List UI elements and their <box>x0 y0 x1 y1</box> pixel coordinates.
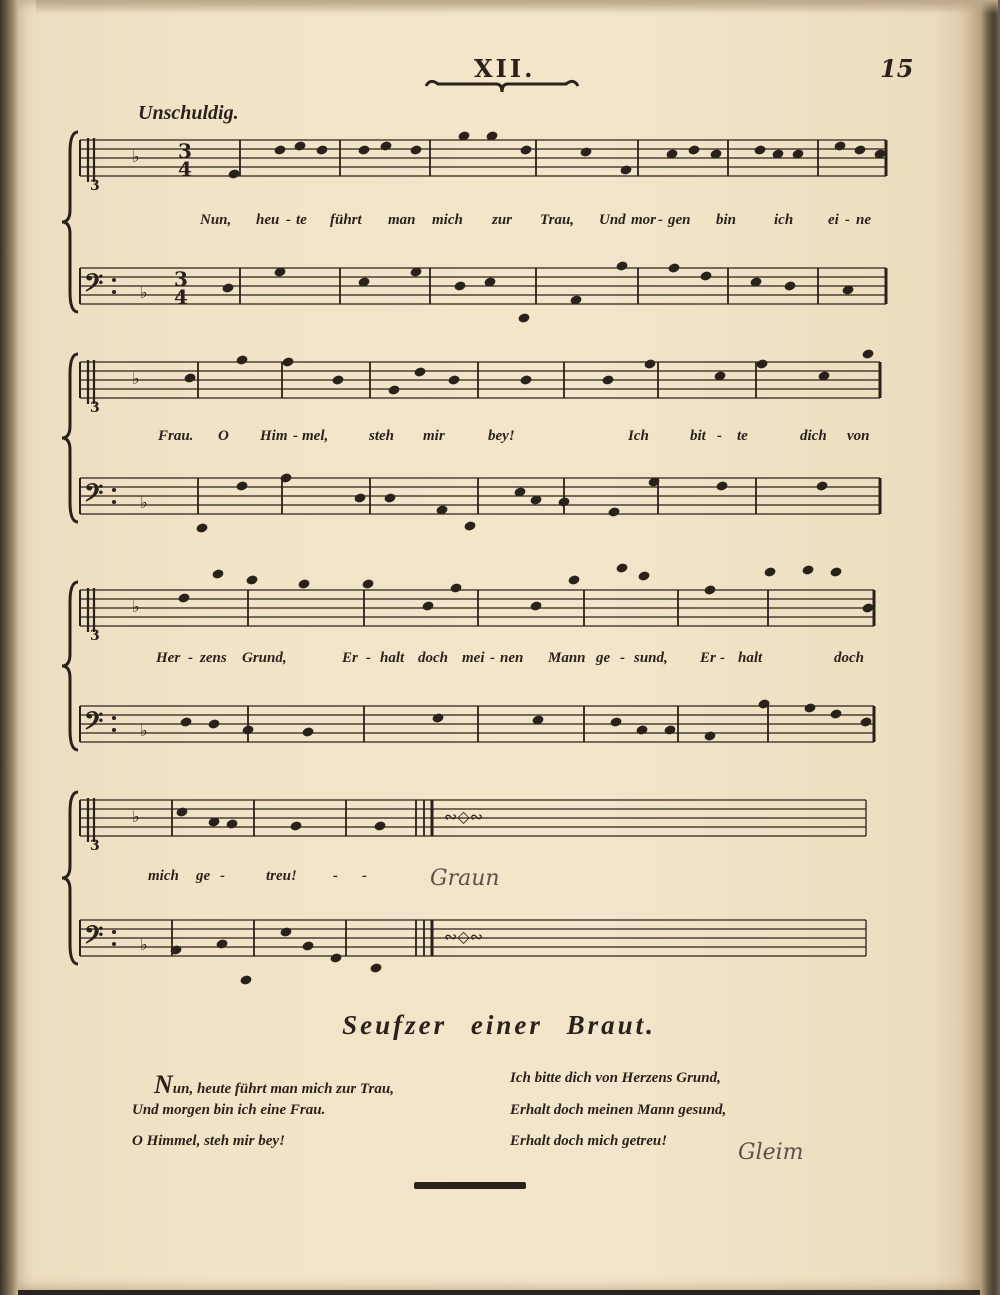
note-head <box>783 280 796 291</box>
lyric-syllable: Mann <box>548 650 586 666</box>
note-head <box>529 600 542 611</box>
note-head <box>579 146 592 157</box>
brace <box>62 354 78 522</box>
note-head <box>373 820 386 831</box>
note-head <box>609 716 622 727</box>
lyric-syllable: - <box>490 650 495 666</box>
clef-dot <box>112 716 116 720</box>
clef-dot <box>112 290 116 294</box>
note-head <box>315 144 328 155</box>
lyric-syllable: mei <box>462 650 485 666</box>
page-number: 15 <box>880 54 914 83</box>
note-head <box>361 578 374 589</box>
note-head <box>413 366 426 377</box>
lyric-syllable: ge <box>596 650 611 666</box>
note-head <box>449 582 462 593</box>
lyric-syllable: ich <box>774 212 794 228</box>
lyric-syllable: - <box>286 212 291 228</box>
poem-right-line-3: Erhalt doch mich getreu! <box>510 1133 668 1149</box>
note-head <box>619 164 632 175</box>
note-head <box>699 270 712 281</box>
lyric-syllable: ei <box>828 212 839 228</box>
lyric-syllable: O <box>218 428 229 444</box>
note-head <box>715 480 728 491</box>
lyric-syllable: doch <box>418 650 448 666</box>
lyric-syllable: Er <box>342 650 358 666</box>
note-head <box>833 140 846 151</box>
note-head <box>815 480 828 491</box>
music-page <box>18 0 980 1290</box>
note-head <box>859 716 872 727</box>
lyric-syllable: - <box>720 650 725 666</box>
time-signature: 3 <box>174 267 188 291</box>
note-head <box>409 144 422 155</box>
section-ornament: ∾◇∾ <box>444 927 484 946</box>
note-head <box>227 168 240 179</box>
lyric-syllable: heu <box>256 212 280 228</box>
lyric-syllable: Trau, <box>540 212 575 228</box>
bass-clef: 𝄢 <box>84 707 104 742</box>
lyric-syllable: bin <box>716 212 737 228</box>
lyric-syllable: ge <box>196 868 211 884</box>
note-head <box>379 140 392 151</box>
time-signature: 4 <box>174 285 188 309</box>
note-head <box>289 820 302 831</box>
lyric-syllable: ne <box>856 212 871 228</box>
note-head <box>175 806 188 817</box>
lyric-syllable: sund, <box>634 650 668 666</box>
key-flat: ♭ <box>132 147 140 166</box>
lyric-syllable: zens <box>200 650 227 666</box>
clef-dot <box>112 488 116 492</box>
note-head <box>853 144 866 155</box>
note-head <box>763 566 776 577</box>
lyric-syllable: te <box>737 428 748 444</box>
lyric-syllable: mich <box>148 868 179 884</box>
brace <box>62 582 78 750</box>
note-head <box>369 962 382 973</box>
note-head <box>293 140 306 151</box>
lyric-syllable: - <box>220 868 225 884</box>
lyric-syllable: te <box>296 212 307 228</box>
section-number: XII. <box>474 54 536 83</box>
note-head <box>273 144 286 155</box>
note-head <box>829 708 842 719</box>
time-signature: 4 <box>178 157 192 181</box>
note-head <box>601 374 614 385</box>
note-head <box>301 940 314 951</box>
note-head <box>215 938 228 949</box>
bass-clef: 𝄢 <box>84 921 104 956</box>
note-head <box>357 144 370 155</box>
clef-dot <box>112 278 116 282</box>
lyric-syllable: mich <box>432 212 463 228</box>
note-head <box>235 354 248 365</box>
note-head <box>463 520 476 531</box>
note-head <box>211 568 224 579</box>
clef-dot <box>112 500 116 504</box>
note-head <box>637 570 650 581</box>
lyric-syllable: zur <box>492 212 513 228</box>
clef-label: 3 <box>90 400 100 416</box>
poem-dropcap: N <box>154 1070 173 1099</box>
book-gutter-left <box>0 0 18 1295</box>
lyric-syllable: - <box>293 428 298 444</box>
note-head <box>383 492 396 503</box>
lyric-syllable: Grund, <box>242 650 287 666</box>
note-head <box>861 348 874 359</box>
lyric-syllable: Her <box>156 650 181 666</box>
note-head <box>221 282 234 293</box>
note-head <box>239 974 252 985</box>
poem-title: Seufzer einer Braut. <box>342 1010 656 1040</box>
lyric-syllable: Him <box>260 428 288 444</box>
clef-dot <box>112 728 116 732</box>
clef-dot <box>112 930 116 934</box>
note-head <box>615 562 628 573</box>
note-head <box>635 724 648 735</box>
key-flat: ♭ <box>140 493 148 512</box>
section-ornament: ∾◇∾ <box>444 807 484 826</box>
note-head <box>331 374 344 385</box>
note-head <box>279 926 292 937</box>
note-head <box>687 144 700 155</box>
note-head <box>195 522 208 533</box>
lyric-syllable: - <box>845 212 850 228</box>
lyric-syllable: Und <box>599 212 626 228</box>
lyric-syllable: halt <box>738 650 763 666</box>
poem-left-line-2: Und morgen bin ich eine Frau. <box>132 1102 326 1118</box>
lyric-syllable: - <box>188 650 193 666</box>
time-signature: 3 <box>178 139 192 163</box>
note-head <box>225 818 238 829</box>
note-head <box>803 702 816 713</box>
note-head <box>297 578 310 589</box>
note-head <box>453 280 466 291</box>
lyric-syllable: - <box>333 868 338 884</box>
lyric-syllable: mel, <box>302 428 329 444</box>
note-head <box>431 712 444 723</box>
note-head <box>829 566 842 577</box>
lyric-syllable: mor <box>631 212 657 228</box>
clef-dot <box>112 942 116 946</box>
note-head <box>557 496 570 507</box>
lyric-syllable: Nun, <box>200 212 232 228</box>
note-head <box>241 724 254 735</box>
lyric-syllable: Er <box>700 650 716 666</box>
note-head <box>281 356 294 367</box>
note-head <box>179 716 192 727</box>
lyric-syllable: mir <box>423 428 445 444</box>
clef-label: 3 <box>90 178 100 194</box>
lyric-syllable: - <box>620 650 625 666</box>
key-flat: ♭ <box>140 721 148 740</box>
book-edge-right <box>980 0 1000 1295</box>
note-head <box>207 718 220 729</box>
note-head <box>607 506 620 517</box>
tempo-marking: Unschuldig. <box>138 102 239 124</box>
key-flat: ♭ <box>140 283 148 302</box>
note-head <box>801 564 814 575</box>
lyric-syllable: treu! <box>266 868 297 884</box>
note-head <box>663 724 676 735</box>
poem-left-line-1-text: un, heute führt man mich zur Trau, <box>172 1081 394 1097</box>
note-head <box>183 372 196 383</box>
note-head <box>517 312 530 323</box>
poem-right-line-2: Erhalt doch meinen Mann gesund, <box>510 1102 727 1118</box>
note-head <box>447 374 460 385</box>
note-head <box>301 726 314 737</box>
key-flat: ♭ <box>140 935 148 954</box>
poem-left-line-3: O Himmel, steh mir bey! <box>132 1133 285 1149</box>
note-head <box>421 600 434 611</box>
lyric-syllable: von <box>847 428 870 444</box>
score-notation <box>18 0 980 1000</box>
lyric-syllable: führt <box>330 212 362 228</box>
lyric-syllable: bey! <box>488 428 515 444</box>
lyric-syllable: steh <box>369 428 395 444</box>
note-head <box>567 574 580 585</box>
note-head <box>755 358 768 369</box>
clef-label: 3 <box>90 628 100 644</box>
note-head <box>519 144 532 155</box>
composer-signature: Graun <box>430 866 500 891</box>
note-head <box>353 492 366 503</box>
lyric-syllable: - <box>362 868 367 884</box>
bass-clef: 𝄢 <box>84 479 104 514</box>
lyric-syllable: Ich <box>628 428 649 444</box>
closing-rule <box>414 1182 526 1189</box>
lyric-syllable: dich <box>800 428 827 444</box>
note-head <box>643 358 656 369</box>
lyric-syllable: halt <box>380 650 405 666</box>
poem-left-line-1 <box>154 1070 394 1100</box>
lyric-syllable: Frau. <box>158 428 194 444</box>
note-head <box>519 374 532 385</box>
lyric-syllable: - <box>658 212 663 228</box>
clef-label: 3 <box>90 838 100 854</box>
note-head <box>245 574 258 585</box>
lyric-syllable: - <box>717 428 722 444</box>
lyric-syllable: bit <box>690 428 706 444</box>
key-flat: ♭ <box>132 369 140 388</box>
note-head <box>667 262 680 273</box>
lyric-syllable: gen <box>668 212 691 228</box>
key-flat: ♭ <box>132 597 140 616</box>
lyric-syllable: nen <box>500 650 524 666</box>
brace <box>62 792 78 964</box>
bass-clef: 𝄢 <box>84 269 104 304</box>
note-head <box>753 144 766 155</box>
note-head <box>703 584 716 595</box>
author-signature: Gleim <box>738 1140 804 1165</box>
poem-right-line-1: Ich bitte dich von Herzens Grund, <box>510 1070 721 1086</box>
note-head <box>177 592 190 603</box>
lyric-syllable: - <box>366 650 371 666</box>
key-flat: ♭ <box>132 807 140 826</box>
lyric-syllable: man <box>388 212 416 228</box>
note-head <box>329 952 342 963</box>
note-head <box>615 260 628 271</box>
brace <box>62 132 78 312</box>
note-head <box>703 730 716 741</box>
note-head <box>235 480 248 491</box>
note-head <box>387 384 400 395</box>
lyric-syllable: doch <box>834 650 864 666</box>
